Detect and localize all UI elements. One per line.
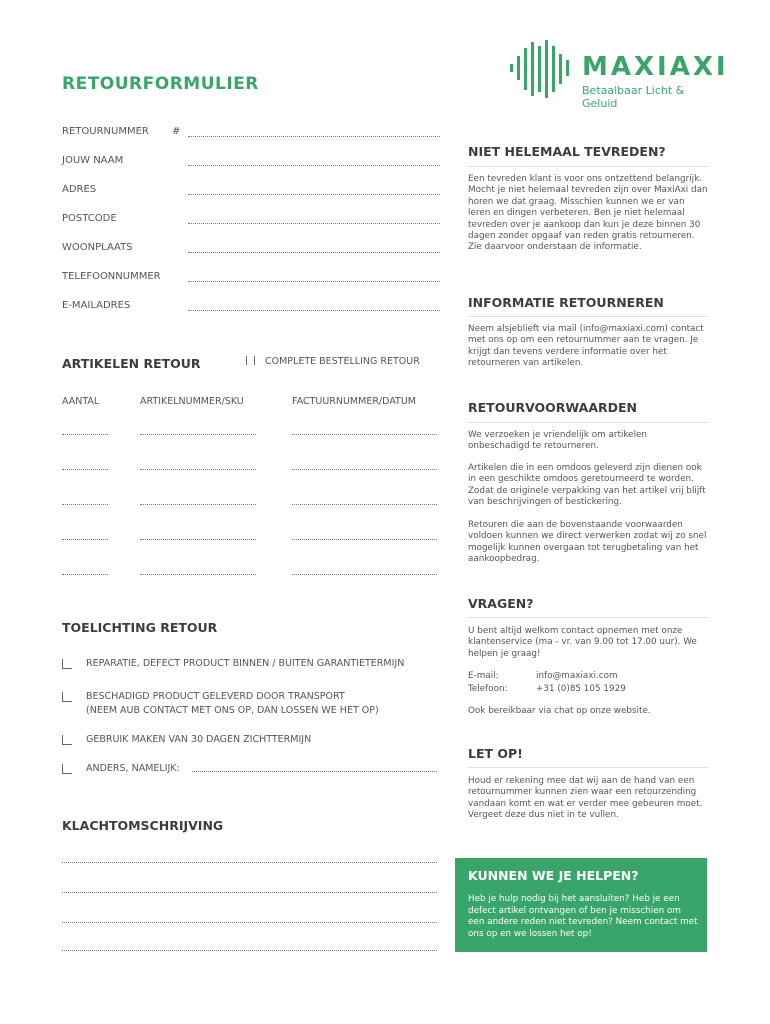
divider <box>468 767 708 768</box>
help-text: Heb je hulp nodig bij het aansluiten? Heb je een defect artikel ontvangen of ben je misschien om een andere reden niet tevreden? Neem contact met ons op en we lossen het op! <box>468 894 698 939</box>
field-label: WOONPLAATS <box>62 242 133 253</box>
note-title: LET OP! <box>468 746 523 761</box>
other-reason-line[interactable] <box>192 771 437 772</box>
checkbox-icon[interactable] <box>62 764 72 774</box>
option-label: BESCHADIGD PRODUCT GELEVERD DOOR TRANSPORT <box>86 691 345 702</box>
divider <box>468 166 708 167</box>
divider <box>468 316 708 317</box>
note-text: Houd er rekening mee dat wij aan de hand van een retournummer kunnen zien waar een retourzending vandaan komt en wat er verder mee gebeuren moet. Vergeet deze dus niet in te vullen. <box>468 776 703 821</box>
sound-bars-icon <box>510 40 580 98</box>
field-label: TELEFOONNUMMER <box>62 271 161 282</box>
field-line[interactable] <box>188 252 440 253</box>
field-prefix: # <box>172 126 181 137</box>
article-invoice-line[interactable] <box>292 574 437 575</box>
checkbox-icon[interactable] <box>62 659 72 669</box>
field-line[interactable] <box>188 310 440 311</box>
field-label: ADRES <box>62 184 97 195</box>
article-qty-line[interactable] <box>62 539 108 540</box>
article-invoice-line[interactable] <box>292 434 437 435</box>
email-label: E-mail: <box>468 671 499 681</box>
article-sku-line[interactable] <box>140 469 256 470</box>
conditions-p1: We verzoeken je vriendelijk om artikelen onbeschadigd te retourneren. <box>468 430 647 452</box>
complaint-line[interactable] <box>62 892 437 893</box>
article-qty-line[interactable] <box>62 434 108 435</box>
article-sku-line[interactable] <box>140 539 256 540</box>
conditions-p2: Artikelen die in een omdoos geleverd zijn dienen ook in een geschikte omdoos geretourneerd te worden. Zodat de originele verpakking van het artikel vrij blijft van beschrijvingen of bestickering. <box>468 463 706 508</box>
checkbox-icon[interactable] <box>246 356 255 365</box>
brand-logo <box>510 40 729 110</box>
col-aantal: AANTAL <box>62 396 100 407</box>
field-line[interactable] <box>188 223 440 224</box>
article-sku-line[interactable] <box>140 434 256 435</box>
field-line[interactable] <box>188 165 440 166</box>
field-naam[interactable] <box>62 155 440 169</box>
not-satisfied-title: NIET HELEMAAL TEVREDEN? <box>468 144 666 159</box>
field-retournummer[interactable] <box>62 126 440 140</box>
brand-tagline: Betaalbaar Licht & Geluid <box>582 84 685 110</box>
field-line[interactable] <box>188 136 440 137</box>
phone-label: Telefoon: <box>468 684 508 694</box>
field-label: RETOURNUMMER <box>62 126 149 137</box>
email-link[interactable]: info@maxiaxi.com <box>536 671 618 681</box>
field-woonplaats[interactable] <box>62 242 440 256</box>
questions-title: VRAGEN? <box>468 596 534 611</box>
explanation-title: TOELICHTING RETOUR <box>62 620 218 635</box>
complaint-line[interactable] <box>62 862 437 863</box>
field-line[interactable] <box>188 281 440 282</box>
form-title: RETOURFORMULIER <box>62 74 259 94</box>
article-sku-line[interactable] <box>140 504 256 505</box>
conditions-title: RETOURVOORWAARDEN <box>468 400 638 415</box>
brand-name: MAXIAXI <box>582 52 729 82</box>
article-sku-line[interactable] <box>140 574 256 575</box>
chat-text: Ook bereikbaar via chat op onze website. <box>468 706 651 716</box>
article-qty-line[interactable] <box>62 504 108 505</box>
divider <box>468 617 708 618</box>
checkbox-icon[interactable] <box>62 692 72 702</box>
col-factuur: FACTUURNUMMER/DATUM <box>292 396 416 407</box>
field-line[interactable] <box>188 194 440 195</box>
article-invoice-line[interactable] <box>292 539 437 540</box>
checkbox-icon[interactable] <box>62 735 72 745</box>
field-postcode[interactable] <box>62 213 440 227</box>
field-email[interactable] <box>62 300 440 314</box>
complaint-line[interactable] <box>62 950 437 951</box>
field-label: POSTCODE <box>62 213 117 224</box>
complete-order-checkbox[interactable] <box>246 356 420 367</box>
articles-title: ARTIKELEN RETOUR <box>62 356 201 371</box>
phone-link[interactable]: +31 (0)85 105 1929 <box>536 684 626 694</box>
field-label: JOUW NAAM <box>62 155 124 166</box>
help-title: KUNNEN WE JE HELPEN? <box>468 868 639 883</box>
option-sublabel: (NEEM AUB CONTACT MET ONS OP, DAN LOSSEN WE HET OP) <box>86 705 379 716</box>
article-invoice-line[interactable] <box>292 504 437 505</box>
option-label: REPARATIE, DEFECT PRODUCT BINNEN / BUITEN GARANTIETERMIJN <box>86 658 405 669</box>
complaint-line[interactable] <box>62 922 437 923</box>
col-sku: ARTIKELNUMMER/SKU <box>140 396 244 407</box>
field-label: E-MAILADRES <box>62 300 131 311</box>
divider <box>468 422 708 423</box>
help-box <box>455 858 707 952</box>
questions-text: U bent altijd welkom contact opnemen met onze klantenservice (ma - vr. van 9.00 tot 17.00 uur). We helpen je graag! <box>468 626 697 659</box>
article-qty-line[interactable] <box>62 574 108 575</box>
field-telefoon[interactable] <box>62 271 440 285</box>
complaint-title: KLACHTOMSCHRIJVING <box>62 818 224 833</box>
field-adres[interactable] <box>62 184 440 198</box>
complete-order-label: COMPLETE BESTELLING RETOUR <box>265 356 420 367</box>
article-qty-line[interactable] <box>62 469 108 470</box>
article-invoice-line[interactable] <box>292 469 437 470</box>
conditions-p3: Retouren die aan de bovenstaande voorwaarden voldoen kunnen we direct verwerken zodat wij zo snel mogelijk kunnen overgaan tot terugbetaling van het aankoopbedrag. <box>468 520 707 565</box>
option-label: GEBRUIK MAKEN VAN 30 DAGEN ZICHTTERMIJN <box>86 734 312 745</box>
return-info-text: Neem alsjeblieft via mail (info@maxiaxi.com) contact met ons op om een retournummer aan te vragen. Je krijgt dan tevens verdere informatie over het retourneren van artikelen. <box>468 324 704 369</box>
return-info-title: INFORMATIE RETOURNEREN <box>468 295 664 310</box>
not-satisfied-text: Een tevreden klant is voor ons ontzettend belangrijk. Mocht je niet helemaal tevreden zijn over MaxiAxi dan horen we dat graag. Misschien kunnen we er van leren en dingen verbeteren. Ben je niet helemaal tevreden over je aankoop dan kun je deze binnen 30 dagen zonder opgaaf van reden gratis retourneren. Zie daarvoor onderstaan de informatie. <box>468 174 708 253</box>
option-label: ANDERS, NAMELIJK: <box>86 763 180 774</box>
